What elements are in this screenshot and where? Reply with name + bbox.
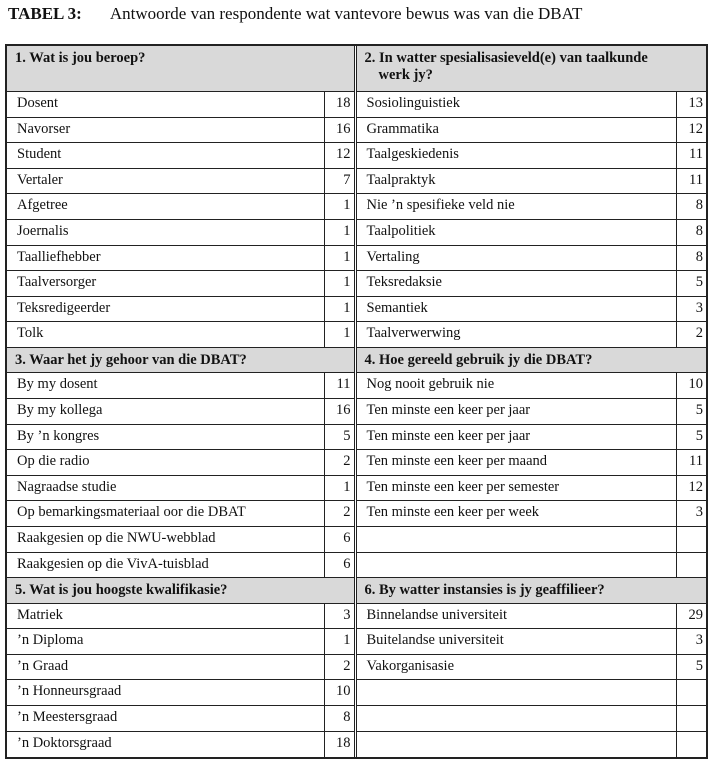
answer-count: 5: [676, 271, 706, 296]
answer-count: 1: [324, 220, 354, 245]
table-row: [357, 476, 707, 502]
answer-count: 3: [676, 297, 706, 322]
table-row: [357, 322, 707, 348]
question-title: 6. By watter instansies is jy geaffilieer?: [364, 582, 605, 599]
answer-count: 8: [676, 246, 706, 271]
answer-label: By my kollega: [17, 402, 103, 419]
table-row: [357, 604, 707, 630]
table-row: [357, 629, 707, 655]
table-row: [7, 425, 354, 451]
table-row: [357, 143, 707, 169]
answer-count: 1: [324, 297, 354, 322]
answer-label: Grammatika: [366, 120, 439, 137]
question-block-left: [7, 578, 357, 757]
answer-label: Nagraadse studie: [17, 478, 117, 495]
answer-label: ’n Graad: [17, 657, 69, 674]
table-row: [357, 297, 707, 323]
answer-label: Taalversorger: [17, 274, 97, 291]
table-row: [357, 194, 707, 220]
question-title: 3. Waar het jy gehoor van die DBAT?: [15, 351, 247, 368]
table-row: [7, 655, 354, 681]
answer-label: [357, 732, 677, 758]
caption-label: TABEL 3:: [8, 4, 82, 23]
answer-label: Nie ’n spesifieke veld nie: [366, 197, 515, 214]
answer-count: [676, 706, 706, 731]
answer-label: [357, 553, 677, 578]
answer-count: 5: [676, 655, 706, 680]
table-row: [7, 732, 354, 758]
answer-count: 5: [324, 425, 354, 450]
table-row: [357, 501, 707, 527]
table-row: [7, 680, 354, 706]
answer-label: Raakgesien op die NWU-webblad: [17, 530, 216, 546]
answer-label: ’n Meestersgraad: [17, 709, 118, 726]
table-row: [7, 604, 354, 630]
answer-label: ’n Honneursgraad: [17, 683, 122, 700]
answer-count: 12: [676, 476, 706, 501]
table-row: [7, 143, 354, 169]
answer-label: Raakgesien op die VivA-tuisblad: [17, 555, 209, 572]
table-row: [7, 194, 354, 220]
answer-count: 6: [324, 553, 354, 578]
answer-label: Semantiek: [366, 299, 428, 316]
answer-count: 12: [676, 118, 706, 143]
answer-label: [357, 706, 677, 731]
table-row: [7, 297, 354, 323]
answer-label: Student: [17, 146, 62, 163]
answer-label: Nog nooit gebruik nie: [366, 376, 495, 393]
answer-count: 8: [676, 194, 706, 219]
table-section: [7, 348, 706, 578]
table-caption: [8, 4, 582, 24]
answer-count: 2: [324, 501, 354, 526]
answer-count: 11: [676, 169, 706, 194]
answer-count: 1: [324, 271, 354, 296]
table-row: [357, 450, 707, 476]
table-row: [357, 220, 707, 246]
answer-label: Op die radio: [17, 453, 90, 470]
answer-label: Vertaler: [17, 171, 63, 188]
answer-count: 16: [324, 399, 354, 424]
table-section: [7, 578, 706, 757]
answer-count: 5: [676, 425, 706, 450]
answer-count: 2: [324, 450, 354, 475]
answer-label: Sosiolinguistiek: [366, 95, 460, 111]
table-row: [357, 527, 707, 553]
answer-label: Matriek: [17, 606, 63, 623]
table-row: [7, 92, 354, 118]
table-row: [357, 553, 707, 579]
table-row: [357, 732, 707, 758]
answer-label: Taalpolitiek: [366, 222, 436, 239]
question-title: 2. In watter spesialisasieveld(e) van taalkunde: [364, 50, 648, 66]
caption-title: Antwoorde van respondente wat vantevore bewus was van die DBAT: [109, 4, 583, 23]
answer-label: Ten minste een keer per jaar: [366, 427, 531, 444]
answer-label: Vakorganisasie: [366, 657, 455, 674]
answer-label: Navorser: [17, 120, 71, 137]
answer-count: 11: [676, 450, 706, 475]
table-section: [7, 46, 706, 348]
question-block-left: [7, 348, 357, 578]
table-row: [7, 220, 354, 246]
question-title: 5. Wat is jou hoogste kwalifikasie?: [15, 582, 228, 599]
answer-label: ’n Doktorsgraad: [17, 734, 112, 751]
answer-count: 2: [324, 655, 354, 680]
table-row: [7, 629, 354, 655]
answer-label: Tolk: [17, 325, 44, 342]
answer-count: 1: [324, 194, 354, 219]
table-row: [357, 706, 707, 732]
answer-count: 8: [676, 220, 706, 245]
answer-count: 18: [324, 92, 354, 117]
question-block-right: [357, 578, 707, 757]
question-title: 1. Wat is jou beroep?: [15, 50, 146, 66]
table-row: [7, 118, 354, 144]
answer-count: 10: [324, 680, 354, 705]
question-header: [357, 348, 707, 374]
question-block-left: [7, 46, 357, 348]
question-header: [7, 578, 354, 604]
table-row: [7, 399, 354, 425]
question-header: [7, 348, 354, 374]
answer-count: 2: [676, 322, 706, 347]
answer-label: Ten minste een keer per jaar: [366, 402, 531, 419]
question-title: 4. Hoe gereeld gebruik jy die DBAT?: [364, 351, 593, 368]
answer-label: ’n Diploma: [17, 632, 84, 649]
answer-count: 11: [676, 143, 706, 168]
table-row: [357, 92, 707, 118]
answer-count: 3: [676, 629, 706, 654]
answer-count: 1: [324, 476, 354, 501]
table-row: [7, 271, 354, 297]
answer-count: [676, 680, 706, 705]
answer-label: Taalgeskiedenis: [366, 146, 459, 163]
table-row: [7, 246, 354, 272]
question-title-cont: werk jy?: [378, 67, 433, 83]
table-row: [357, 373, 707, 399]
answer-label: By my dosent: [17, 376, 98, 393]
answer-count: 1: [324, 629, 354, 654]
answer-label: Afgetree: [17, 197, 68, 214]
answer-label: [357, 527, 677, 552]
table-row: [357, 399, 707, 425]
answer-label: Joernalis: [17, 222, 69, 239]
survey-table: [5, 44, 708, 759]
answer-count: 3: [324, 604, 354, 629]
answer-label: Binnelandse universiteit: [366, 606, 508, 623]
answer-label: Ten minste een keer per week: [366, 504, 539, 521]
answer-count: 13: [676, 92, 706, 117]
table-row: [7, 706, 354, 732]
answer-label: Teksredaksie: [366, 274, 442, 291]
answer-label: Ten minste een keer per semester: [366, 478, 560, 495]
table-row: [357, 271, 707, 297]
answer-label: Teksredigeerder: [17, 299, 111, 316]
question-block-right: [357, 348, 707, 578]
table-row: [7, 450, 354, 476]
answer-label: By ’n kongres: [17, 427, 100, 444]
table-row: [357, 425, 707, 451]
table-row: [357, 246, 707, 272]
answer-label: [357, 680, 677, 705]
answer-label: Taalverwerwing: [366, 325, 461, 342]
answer-count: [676, 732, 706, 758]
answer-label: Dosent: [17, 95, 59, 111]
answer-label: Ten minste een keer per maand: [366, 453, 548, 470]
answer-label: Taalpraktyk: [366, 171, 436, 188]
question-header: [7, 46, 354, 92]
table-row: [357, 169, 707, 195]
answer-count: 8: [324, 706, 354, 731]
question-header: [357, 578, 707, 604]
table-row: [357, 655, 707, 681]
answer-count: 6: [324, 527, 354, 552]
answer-count: 16: [324, 118, 354, 143]
table-row: [7, 169, 354, 195]
table-row: [7, 553, 354, 579]
answer-count: [676, 553, 706, 578]
answer-count: 18: [324, 732, 354, 758]
answer-count: 29: [676, 604, 706, 629]
answer-count: 12: [324, 143, 354, 168]
answer-label: Op bemarkingsmateriaal oor die DBAT: [17, 504, 246, 521]
answer-count: 10: [676, 373, 706, 398]
table-row: [357, 118, 707, 144]
table-row: [7, 476, 354, 502]
answer-label: Buitelandse universiteit: [366, 632, 504, 649]
question-header: [357, 46, 707, 92]
answer-label: Taalliefhebber: [17, 248, 101, 265]
answer-label: Vertaling: [366, 248, 420, 265]
table-row: [7, 373, 354, 399]
answer-count: [676, 527, 706, 552]
table-row: [7, 527, 354, 553]
question-block-right: [357, 46, 707, 348]
answer-count: 5: [676, 399, 706, 424]
answer-count: 11: [324, 373, 354, 398]
table-row: [357, 680, 707, 706]
table-row: [7, 501, 354, 527]
answer-count: 3: [676, 501, 706, 526]
answer-count: 1: [324, 322, 354, 347]
answer-count: 1: [324, 246, 354, 271]
answer-count: 7: [324, 169, 354, 194]
table-row: [7, 322, 354, 348]
